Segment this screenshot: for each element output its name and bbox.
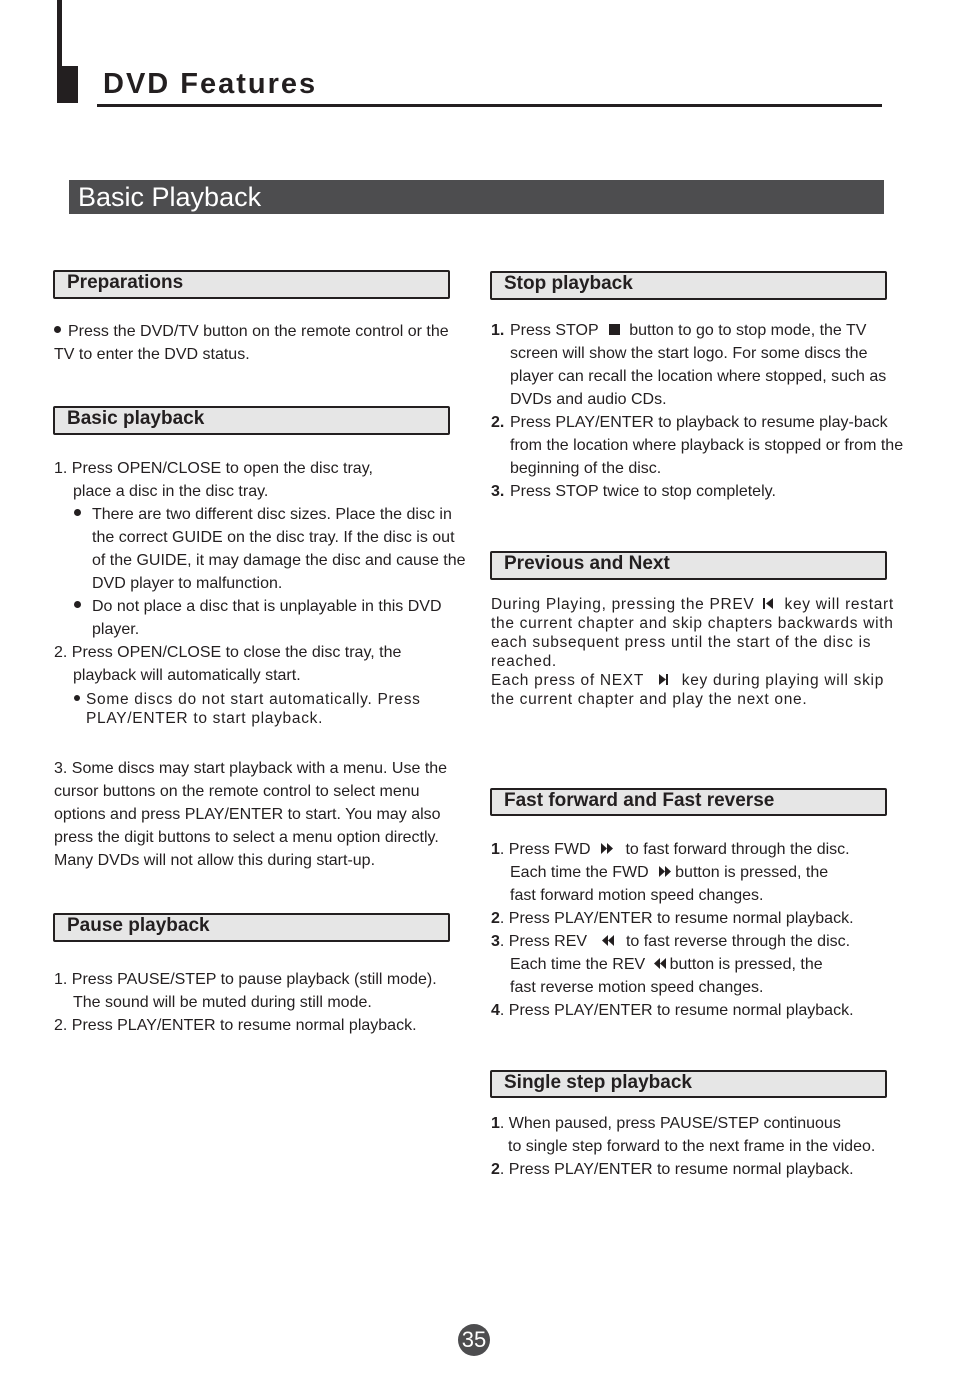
page-number-badge [458, 1324, 490, 1356]
bullet-dot-icon [54, 326, 61, 333]
pause-step2: 2. Press PLAY/ENTER to resume normal playback. [54, 1017, 417, 1034]
prev-text-pre: During Playing, pressing the PREV [491, 596, 755, 613]
basic-step2-line1: 2. Press OPEN/CLOSE to close the disc tray, the [54, 644, 402, 661]
ff-step3-line1 [500, 930, 911, 953]
prev-next-heading [490, 551, 887, 580]
basic-step1-line2: place a disc in the disc tray. [73, 483, 269, 500]
single-step1-number: 1 [491, 1115, 500, 1132]
basic-bullet1-text: There are two different disc sizes. Place the disc in the correct GUIDE on the disc tray. If the disc is out of the GUIDE, it may damage the disc and cause the DVD player to malfunction. [92, 506, 466, 592]
fast-reverse-icon [650, 957, 670, 970]
single-step1-line1: . When paused, press PAUSE/STEP continuous [499, 1115, 841, 1132]
single-step2-number: 2 [491, 1161, 500, 1178]
prev-next-heading-label: Previous and Next [504, 553, 670, 574]
page-title: DVD Features [103, 68, 318, 100]
preparations-heading [53, 270, 450, 299]
basic-step3-block [54, 757, 454, 872]
single-step1 [491, 1112, 911, 1135]
preparations-heading-label: Preparations [67, 272, 184, 293]
pause-playback-text-block [54, 968, 474, 1037]
ff-step1-line2 [491, 861, 911, 884]
bullet-dot-icon [74, 509, 81, 516]
next-paragraph [491, 671, 901, 709]
ff-step3-post: to fast reverse through the disc. [621, 933, 851, 950]
basic-playback-heading [53, 406, 450, 435]
stop-step3 [491, 480, 909, 503]
basic-bullet2-text: Do not place a disc that is unplayable in this DVD player. [92, 598, 442, 638]
single-step2 [491, 1158, 911, 1181]
ff-step2-body: . Press PLAY/ENTER to resume normal playback. [499, 910, 854, 927]
single-step2-body: . Press PLAY/ENTER to resume normal playback. [499, 1161, 854, 1178]
ff-step1-line3: fast forward motion speed changes. [510, 887, 764, 904]
ff-step4-body: . Press PLAY/ENTER to resume normal playback. [499, 1002, 854, 1019]
stop-step1-body [510, 319, 909, 411]
basic-playback-text-block [54, 457, 469, 728]
stop-step1-number: 1. [491, 322, 505, 339]
stop-playback-heading-label: Stop playback [504, 273, 633, 294]
pause-step1-line1: 1. Press PAUSE/STEP to pause playback (still mode). [54, 971, 437, 988]
stop-step2-body: Press PLAY/ENTER to playback to resume play-back from the location where playback is stopped or from the beginning of the disc. [510, 414, 904, 477]
bullet-lead [74, 595, 92, 641]
basic-bullet2 [54, 595, 469, 641]
single-step-heading [490, 1070, 887, 1098]
ff-step3 [491, 930, 911, 953]
bullet-lead [74, 503, 92, 595]
basic-playback-heading-label: Basic playback [67, 408, 205, 429]
bullet-lead [74, 690, 86, 728]
fast-reverse-icon [592, 934, 622, 947]
skip-previous-icon [760, 597, 780, 610]
next-text-pre: Each press of NEXT [491, 672, 644, 689]
ff-step3-line2 [491, 953, 911, 976]
ff-step3-line3: fast reverse motion speed changes. [510, 979, 764, 996]
single-step-heading-label: Single step playback [504, 1072, 692, 1093]
preparations-text-block [54, 320, 469, 366]
basic-step3-text: 3. Some discs may start playback with a menu. Use the cursor buttons on the remote control to select menu options and press PLAY/ENTER to start. You may also press the digit buttons to select a menu option directly. Many DVDs will not allow this during start-up. [54, 760, 448, 869]
basic-step1-line1: 1. Press OPEN/CLOSE to open the disc tray, [54, 460, 373, 477]
ff-step2 [491, 907, 911, 930]
ff-step4 [491, 999, 911, 1022]
fast-forward-reverse-heading-label: Fast forward and Fast reverse [504, 790, 775, 811]
basic-bullet1 [54, 503, 469, 595]
single-step-text-block [491, 1112, 911, 1181]
bullet-dot-icon [74, 695, 80, 701]
stop-playback-heading [490, 271, 887, 300]
ff-step1-post: to fast forward through the disc. [621, 841, 850, 858]
ff-step1-button: button is pressed, the [675, 864, 829, 881]
stop-square-icon [603, 323, 625, 336]
stop-step2-number: 2. [491, 414, 505, 431]
bullet-dot-icon [74, 601, 81, 608]
ff-step3-number: 3 [491, 933, 500, 950]
header-rule [97, 104, 882, 107]
prev-paragraph [491, 595, 901, 671]
ff-step3-pre: . Press REV [499, 933, 588, 950]
ff-step3-each: Each time the REV [510, 956, 646, 973]
stop-step3-number: 3. [491, 483, 505, 500]
ff-step1 [491, 838, 911, 861]
ff-step1-each: Each time the FWD [510, 864, 649, 881]
single-step1-line2: to single step forward to the next frame in the video. [508, 1138, 876, 1155]
basic-step2-line2: playback will automatically start. [73, 667, 301, 684]
basic-note [54, 690, 469, 728]
stop-step1-post: button to go to stop mode, the TV screen will show the start logo. For some discs the player can recall the location where stopped, such as DVDs and audio CDs. [510, 322, 887, 408]
stop-step2 [491, 411, 909, 480]
pause-playback-heading [53, 913, 450, 942]
preparations-paragraph [54, 320, 469, 366]
basic-note-text: Some discs do not start automatically. Press PLAY/ENTER to start playback. [86, 691, 421, 727]
stop-step1 [491, 319, 909, 411]
fast-forward-reverse-heading [490, 788, 887, 816]
skip-next-icon [649, 673, 677, 686]
section-banner [69, 180, 884, 214]
ff-step4-number: 4 [491, 1002, 500, 1019]
ff-step1-line1 [500, 838, 911, 861]
ff-step2-number: 2 [491, 910, 500, 927]
ff-step3-button: button is pressed, the [669, 956, 823, 973]
pause-step1-line2: The sound will be muted during still mode. [73, 994, 372, 1011]
fast-forward-icon [653, 865, 675, 878]
stop-playback-text-block [491, 319, 909, 503]
fast-forward-icon [595, 842, 621, 855]
banner-title: Basic Playback [78, 182, 262, 212]
stop-step3-body: Press STOP twice to stop completely. [510, 483, 776, 500]
prev-text-post: key will restart the current chapter and skip chapters backwards with each subsequent press until the start of the disc is reached. [491, 596, 894, 670]
pause-playback-heading-label: Pause playback [67, 915, 210, 936]
stop-step1-pre: Press STOP [510, 322, 599, 339]
prev-next-text-block [491, 595, 901, 709]
fast-forward-reverse-text-block [491, 838, 911, 1022]
header-block-accent [57, 66, 78, 103]
page-number: 35 [461, 1327, 487, 1352]
preparations-text: Press the DVD/TV button on the remote control or the TV to enter the DVD status. [54, 323, 449, 363]
ff-step1-pre: . Press FWD [499, 841, 591, 858]
ff-step1-number: 1 [491, 841, 500, 858]
next-text-post: key during playing will skip the current chapter and play the next one. [491, 672, 885, 708]
